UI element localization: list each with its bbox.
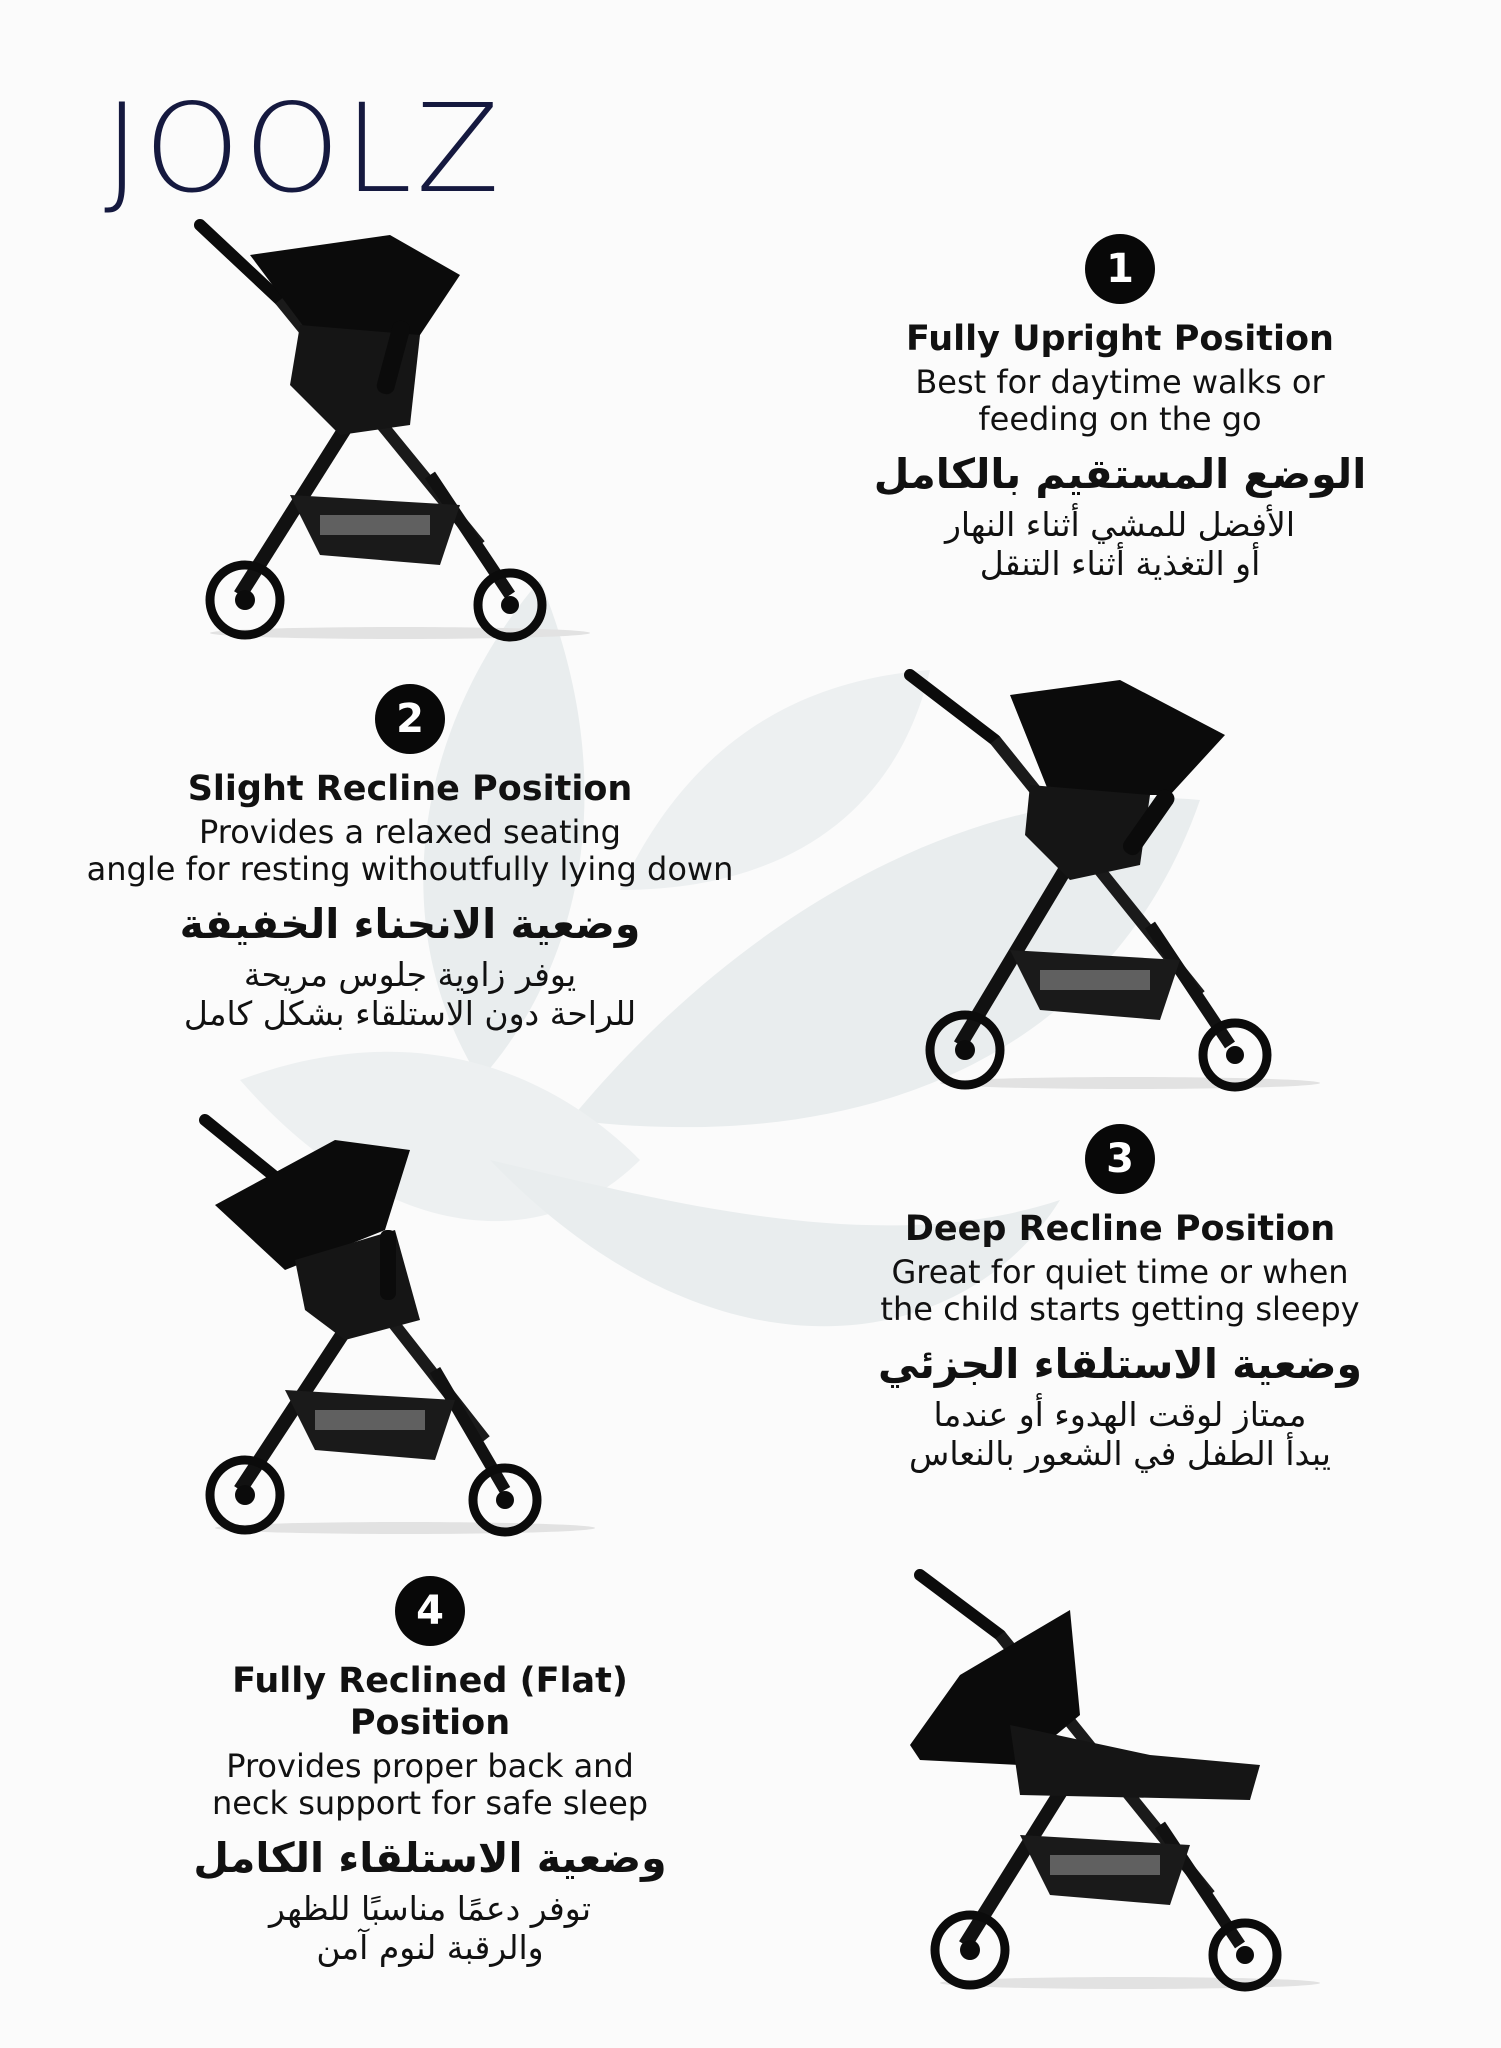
position-title-arabic: الوضع المستقيم بالكامل <box>873 449 1367 498</box>
position-description: Best for daytime walks or feeding on the go <box>915 363 1325 438</box>
position-description: Provides proper back and neck support for safe sleep <box>211 1747 649 1822</box>
position-description: Provides a relaxed seating angle for resting withoutfully lying down <box>86 813 734 888</box>
position-description-arabic: ممتاز لوقت الهدوء أو عندما يبدأ الطفل في الشعور بالنعاس <box>909 1394 1331 1474</box>
position-2-block <box>70 684 750 1034</box>
position-title: Fully Upright Position <box>906 319 1334 359</box>
stroller-slight-recline-image <box>900 665 1320 1095</box>
position-title-arabic: وضعية الانحناء الخفيفة <box>179 899 641 948</box>
step-number-badge: 1 <box>1085 234 1155 304</box>
position-description: Great for quiet time or when the child starts getting sleepy <box>880 1253 1360 1328</box>
position-title-arabic: وضعية الاستلقاء الكامل <box>193 1833 667 1882</box>
position-3-block <box>860 1124 1380 1474</box>
position-4-block <box>150 1576 710 1968</box>
step-number-badge: 2 <box>375 684 445 754</box>
position-title: Slight Recline Position <box>187 769 633 809</box>
position-title-arabic: وضعية الاستلقاء الجزئي <box>877 1339 1362 1388</box>
position-title: Fully Reclined (Flat) Position <box>232 1661 628 1743</box>
stroller-flat-recline-image <box>900 1565 1320 1995</box>
step-number-badge: 3 <box>1085 1124 1155 1194</box>
brand-logo: JOOLZ <box>104 78 504 220</box>
step-number-badge: 4 <box>395 1576 465 1646</box>
position-description-arabic: الأفضل للمشي أثناء النهار أو التغذية أثناء التنقل <box>944 504 1296 584</box>
position-1-block <box>860 234 1380 584</box>
position-title: Deep Recline Position <box>904 1209 1336 1249</box>
position-description-arabic: توفر دعمًا مناسبًا للظهر والرقبة لنوم آمن <box>268 1888 592 1968</box>
position-description-arabic: يوفر زاوية جلوس مريحة للراحة دون الاستلقاء بشكل كامل <box>183 954 637 1034</box>
stroller-deep-recline-image <box>195 1110 595 1540</box>
stroller-upright-image <box>190 215 590 645</box>
